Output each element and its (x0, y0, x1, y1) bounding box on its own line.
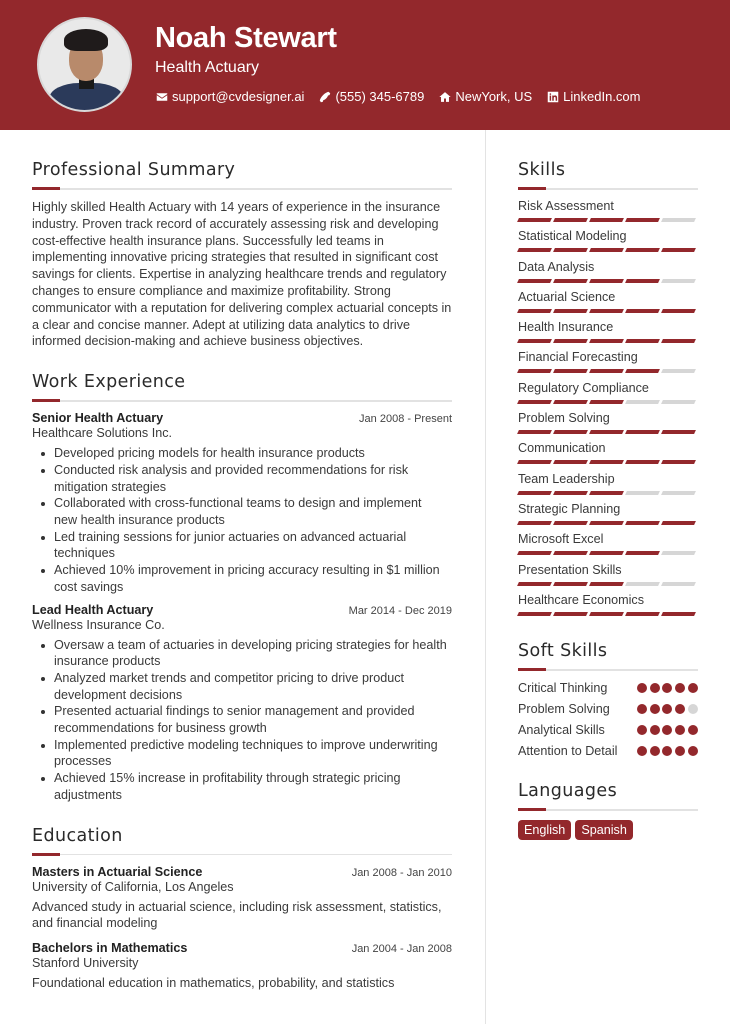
contact-location-text: NewYork, US (455, 89, 533, 104)
skill-level-segment (625, 551, 659, 555)
section-rule (518, 187, 698, 190)
soft-skill-rating (634, 704, 698, 714)
skill-level-segment (517, 248, 551, 252)
education-description: Foundational education in mathematics, probability, and statistics (32, 976, 395, 991)
skill-level-segment (589, 460, 623, 464)
job-company: Wellness Insurance Co. (32, 617, 165, 632)
education-date: Jan 2008 - Jan 2010 (351, 866, 452, 879)
skill-level-segment (517, 491, 551, 495)
skill-item (518, 472, 698, 502)
contact-phone[interactable] (318, 89, 424, 104)
home-icon (438, 90, 451, 103)
linkedin-icon (546, 90, 559, 103)
skill-level-segment (589, 400, 623, 404)
job-bullet: Analyzed market trends and competitor pricing to drive product development decisions (54, 670, 452, 703)
skill-level-bar (518, 551, 698, 555)
skill-item (518, 381, 698, 411)
job-bullet: Led training sessions for junior actuaries on advanced actuarial techniques (54, 529, 452, 562)
skill-level-segment (517, 551, 551, 555)
skill-level-bar (518, 279, 698, 283)
rating-dot-icon (688, 704, 698, 714)
skill-level-segment (589, 309, 623, 313)
skill-item (518, 290, 698, 320)
skill-name: Microsoft Excel (518, 532, 604, 547)
skill-level-segment (589, 430, 623, 434)
skill-level-segment (553, 491, 587, 495)
job-title: Senior Health Actuary (32, 411, 164, 426)
skill-name: Regulatory Compliance (518, 380, 649, 395)
skill-level-segment (625, 279, 659, 283)
resume-header (0, 0, 730, 130)
rating-dot-icon (637, 683, 647, 693)
skill-name: Team Leadership (518, 471, 615, 486)
skill-level-segment (661, 339, 695, 343)
skill-level-segment (625, 218, 659, 222)
rating-dot-icon (675, 683, 685, 693)
education-description: Advanced study in actuarial science, including risk assessment, statistics, and financial modeling (32, 899, 442, 931)
rating-dot-icon (637, 704, 647, 714)
skill-level-segment (625, 430, 659, 434)
soft-skill-item (518, 743, 698, 759)
skill-level-bar (518, 369, 698, 373)
skill-level-segment (517, 339, 551, 343)
section-heading: Languages (518, 781, 618, 802)
job-entry (32, 411, 452, 595)
rating-dot-icon (650, 746, 660, 756)
skill-level-segment (589, 551, 623, 555)
skill-item (518, 563, 698, 593)
skill-name: Risk Assessment (518, 199, 614, 213)
job-bullet: Oversaw a team of actuaries in developing pricing strategies for health insurance products (54, 637, 452, 670)
job-title: Lead Health Actuary (32, 602, 154, 617)
candidate-title: Health Actuary (155, 59, 260, 76)
contact-linkedin-text: LinkedIn.com (563, 89, 641, 104)
summary-text: Highly skilled Health Actuary with 14 years of experience in the insurance industry. Proven track record of accurately assessing risk and developing cost-effective health insurance plans. Successfully led teams in implementing innovative pricing strategies that resulted in significant cost savings for clients. Expertise in analyzing healthcare trends and regulatory changes to ensure compliance and maximize profitability. Strong communicator with a reputation for delivering complex actuarial concepts in a clear and concise manner. Adept at utilizing data analytics to drive informed decision-making and achieve business objectives. (32, 200, 452, 349)
contact-location (438, 89, 532, 104)
skill-level-segment (553, 582, 587, 586)
contact-email[interactable] (155, 89, 304, 104)
job-bullets (54, 445, 452, 595)
education-entry (32, 941, 452, 992)
skill-item (518, 593, 698, 623)
skill-item (518, 411, 698, 441)
rating-dot-icon (650, 725, 660, 735)
skill-level-segment (589, 339, 623, 343)
skill-level-segment (589, 582, 623, 586)
skill-name: Health Insurance (518, 320, 614, 335)
skill-level-segment (517, 369, 551, 373)
skill-level-segment (625, 491, 659, 495)
experience-section (32, 372, 452, 803)
skill-level-segment (589, 248, 623, 252)
candidate-name: Noah Stewart (155, 22, 337, 54)
skill-name: Presentation Skills (518, 562, 622, 577)
language-tag: Spanish (575, 820, 633, 840)
rating-dot-icon (675, 704, 685, 714)
skill-level-segment (625, 612, 659, 616)
soft-skill-item (518, 701, 698, 717)
skill-level-segment (661, 582, 695, 586)
section-heading: Soft Skills (518, 641, 608, 662)
section-rule (518, 668, 698, 671)
skill-level-bar (518, 582, 698, 586)
job-bullet: Developed pricing models for health insurance products (54, 445, 452, 462)
skill-item (518, 502, 698, 532)
section-rule (32, 187, 452, 190)
job-bullet: Presented actuarial findings to senior management and provided recommendations for business growth (54, 703, 452, 736)
job-bullets (54, 637, 452, 804)
education-date: Jan 2004 - Jan 2008 (351, 943, 452, 956)
rating-dot-icon (650, 683, 660, 693)
skill-level-segment (661, 612, 695, 616)
degree-title: Masters in Actuarial Science (32, 864, 203, 879)
contact-email-text: support@cvdesigner.ai (172, 89, 305, 104)
soft-skill-item (518, 722, 698, 738)
job-bullet: Collaborated with cross-functional teams to design and implement new health insurance products (54, 495, 452, 528)
skill-level-segment (553, 551, 587, 555)
skill-name: Strategic Planning (518, 501, 621, 516)
skill-level-segment (517, 521, 551, 525)
soft-skill-rating (634, 683, 698, 693)
skill-level-segment (553, 612, 587, 616)
skill-level-segment (661, 430, 695, 434)
skill-level-segment (517, 582, 551, 586)
contact-phone-text: (555) 345-6789 (335, 89, 425, 104)
rating-dot-icon (688, 746, 698, 756)
skill-level-segment (589, 369, 623, 373)
column-divider (485, 130, 486, 1024)
skill-level-segment (517, 279, 551, 283)
profile-photo (37, 17, 132, 112)
soft-skill-name: Problem Solving (518, 702, 610, 717)
rating-dot-icon (662, 746, 672, 756)
skill-level-segment (589, 218, 623, 222)
job-bullet: Conducted risk analysis and provided recommendations for risk mitigation strategies (54, 462, 452, 495)
skill-level-segment (553, 400, 587, 404)
section-heading: Skills (518, 160, 566, 180)
skill-level-segment (589, 491, 623, 495)
school-name: Stanford University (32, 956, 139, 971)
soft-skills-list (518, 680, 698, 759)
skill-level-segment (661, 400, 695, 404)
skill-level-segment (553, 309, 587, 313)
skill-level-segment (625, 400, 659, 404)
skill-level-segment (661, 218, 695, 222)
skill-name: Problem Solving (518, 411, 610, 426)
skill-level-segment (661, 309, 695, 313)
skill-level-segment (517, 430, 551, 434)
phone-icon (318, 90, 331, 103)
skill-name: Financial Forecasting (518, 350, 638, 365)
contact-list (155, 89, 655, 104)
section-rule (32, 853, 452, 856)
language-tag: English (518, 820, 571, 840)
skill-level-bar (518, 309, 698, 313)
skill-level-bar (518, 339, 698, 343)
skill-level-segment (517, 460, 551, 464)
skill-item (518, 260, 698, 290)
skill-level-segment (625, 460, 659, 464)
skill-level-segment (553, 521, 587, 525)
education-section (32, 826, 452, 992)
skill-level-bar (518, 430, 698, 434)
photo-hair (64, 29, 108, 51)
school-name: University of California, Los Angeles (32, 879, 234, 894)
soft-skills-section (518, 641, 698, 759)
skill-level-segment (661, 279, 695, 283)
sidebar-column (518, 160, 698, 840)
skill-level-segment (625, 521, 659, 525)
soft-skill-rating (634, 746, 698, 756)
skill-level-segment (517, 400, 551, 404)
section-heading: Work Experience (32, 372, 186, 393)
languages-section (518, 781, 698, 840)
skill-level-segment (625, 339, 659, 343)
soft-skill-name: Attention to Detail (518, 744, 618, 759)
skill-item (518, 229, 698, 259)
rating-dot-icon (675, 746, 685, 756)
job-date: Mar 2014 - Dec 2019 (348, 604, 452, 617)
job-company: Healthcare Solutions Inc. (32, 426, 173, 441)
job-bullet: Implemented predictive modeling techniques to improve underwriting processes (54, 737, 452, 770)
language-list (518, 820, 698, 840)
skill-name: Healthcare Economics (518, 592, 644, 607)
skill-level-bar (518, 491, 698, 495)
skill-level-bar (518, 400, 698, 404)
skill-level-segment (517, 612, 551, 616)
skill-level-segment (625, 309, 659, 313)
skill-level-segment (661, 369, 695, 373)
skill-level-segment (553, 430, 587, 434)
skill-level-segment (553, 218, 587, 222)
skills-list (518, 199, 698, 623)
soft-skill-item (518, 680, 698, 696)
skill-level-segment (517, 309, 551, 313)
skill-level-segment (553, 339, 587, 343)
rating-dot-icon (650, 704, 660, 714)
soft-skill-rating (634, 725, 698, 735)
skill-level-segment (625, 369, 659, 373)
job-bullet: Achieved 10% improvement in pricing accuracy resulting in $1 million cost savings (54, 562, 452, 595)
education-entry (32, 865, 452, 933)
rating-dot-icon (662, 725, 672, 735)
skill-name: Statistical Modeling (518, 229, 627, 244)
soft-skill-name: Analytical Skills (518, 723, 605, 738)
skill-item (518, 532, 698, 562)
skill-level-bar (518, 248, 698, 252)
skill-item (518, 441, 698, 471)
rating-dot-icon (688, 683, 698, 693)
skill-level-segment (661, 491, 695, 495)
job-entry (32, 603, 452, 804)
skill-level-segment (589, 521, 623, 525)
soft-skill-name: Critical Thinking (518, 681, 608, 696)
skill-name: Communication (518, 441, 606, 456)
section-heading: Education (32, 825, 123, 846)
skill-level-segment (589, 279, 623, 283)
skill-level-segment (553, 248, 587, 252)
skill-item (518, 350, 698, 380)
job-bullet: Achieved 15% increase in profitability through strategic pricing adjustments (54, 770, 452, 803)
rating-dot-icon (637, 746, 647, 756)
envelope-icon (155, 90, 168, 103)
main-column (32, 160, 452, 992)
degree-title: Bachelors in Mathematics (32, 941, 188, 956)
summary-section (32, 160, 452, 350)
skill-level-segment (625, 248, 659, 252)
skill-level-segment (553, 460, 587, 464)
skill-item (518, 199, 698, 229)
skill-level-bar (518, 612, 698, 616)
section-rule (32, 399, 452, 402)
skill-item (518, 320, 698, 350)
rating-dot-icon (662, 704, 672, 714)
skill-level-segment (589, 612, 623, 616)
section-rule (518, 808, 698, 811)
rating-dot-icon (688, 725, 698, 735)
skill-level-segment (661, 521, 695, 525)
rating-dot-icon (637, 725, 647, 735)
section-heading: Professional Summary (32, 160, 236, 180)
skill-level-segment (553, 369, 587, 373)
skill-level-segment (517, 218, 551, 222)
rating-dot-icon (675, 725, 685, 735)
skill-name: Data Analysis (518, 259, 595, 274)
rating-dot-icon (662, 683, 672, 693)
skill-level-bar (518, 218, 698, 222)
skill-level-bar (518, 460, 698, 464)
skill-level-segment (625, 582, 659, 586)
skill-level-segment (661, 551, 695, 555)
skill-level-segment (661, 460, 695, 464)
job-date: Jan 2008 - Present (359, 413, 452, 426)
skill-level-segment (661, 248, 695, 252)
skill-name: Actuarial Science (518, 289, 616, 304)
skill-level-bar (518, 521, 698, 525)
skill-level-segment (553, 279, 587, 283)
contact-linkedin[interactable] (546, 89, 640, 104)
skills-section (518, 160, 698, 623)
